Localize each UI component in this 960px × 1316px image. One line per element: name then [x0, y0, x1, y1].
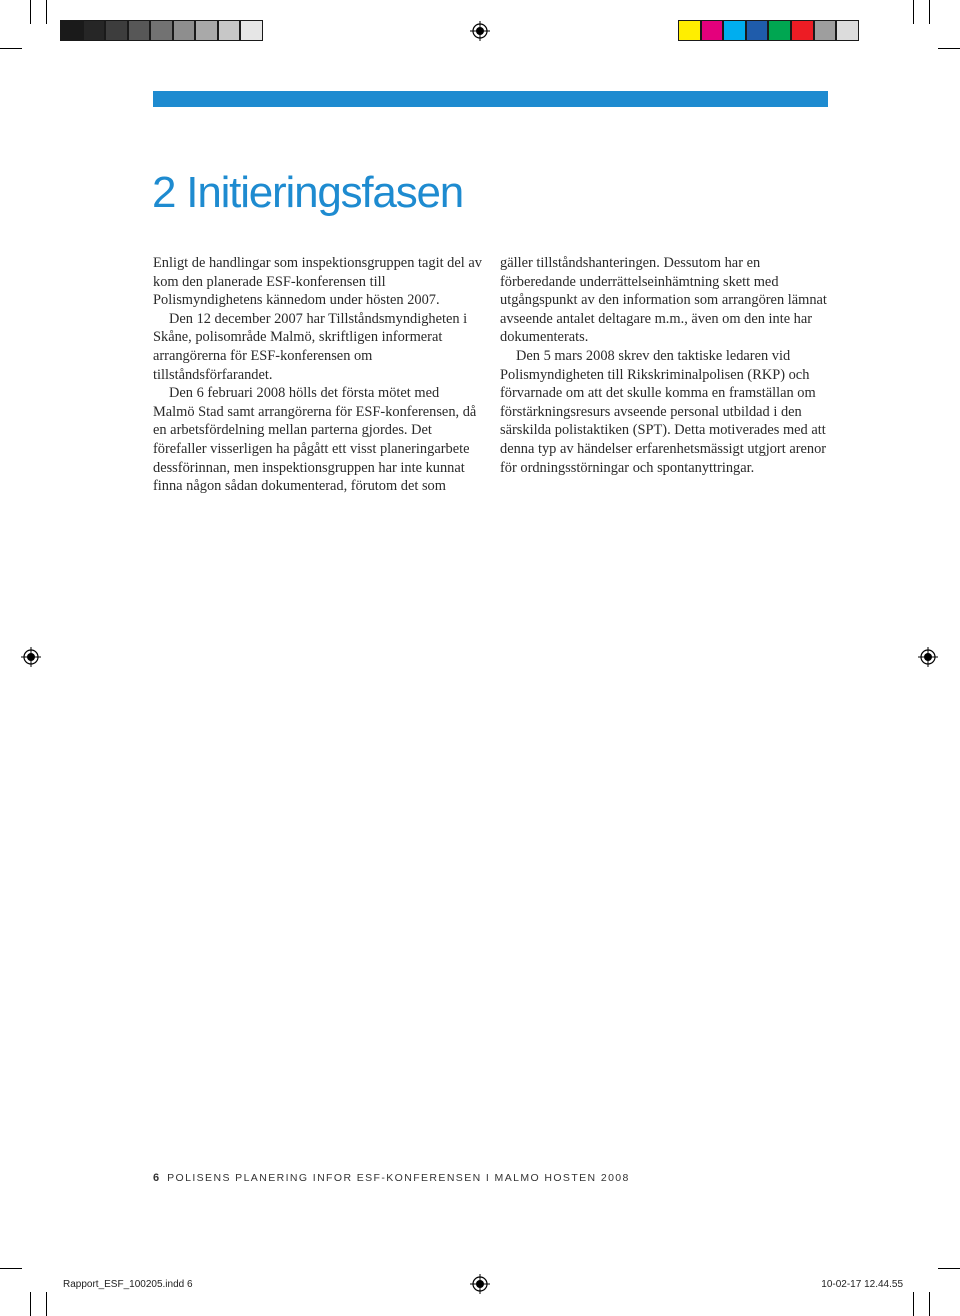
crop-mark [46, 0, 47, 24]
paragraph: Den 12 december 2007 har Tillståndsmyndigheten i Skåne, polisområde Malmö, skriftligen informerat arrangörerna för ESF-konferensen om tillståndsförfarandet. [153, 310, 468, 383]
color-swatch [60, 20, 83, 41]
page-footer [153, 1172, 630, 1184]
color-swatch [723, 20, 746, 41]
color-swatch [128, 20, 151, 41]
crop-mark [929, 1292, 930, 1316]
color-swatch [218, 20, 241, 41]
crop-mark [929, 0, 930, 24]
color-swatch [746, 20, 769, 41]
crop-mark [30, 1292, 31, 1316]
slug-timestamp: 10-02-17 12.44.55 [821, 1279, 903, 1290]
chapter-title: 2 Initieringsfasen [152, 168, 464, 217]
color-swatch [791, 20, 814, 41]
paragraph: gäller tillståndshanteringen. Dessutom har en förberedande underrättelseinhämtning skett med utgångspunkt av den information som arrangören lämnat avseende antalet deltagare m.m., även om den inte har dokumenterats. [500, 255, 827, 346]
crop-mark [0, 48, 22, 49]
color-swatch [678, 20, 701, 41]
crop-mark [938, 1268, 960, 1269]
crop-mark [46, 1292, 47, 1316]
color-swatch [701, 20, 724, 41]
color-swatch [105, 20, 128, 41]
registration-mark-icon [21, 647, 41, 667]
color-swatch [150, 20, 173, 41]
crop-mark [0, 1268, 22, 1269]
crop-mark [913, 1292, 914, 1316]
color-swatch [195, 20, 218, 41]
paragraph: Enligt de handlingar som inspektionsgruppen tagit del av kom den planerade ESF-konferensen till Polismyndighetens kännedom under hösten 2007. [153, 255, 482, 309]
registration-mark-icon [918, 647, 938, 667]
crop-mark [30, 0, 31, 24]
registration-mark-icon [470, 1274, 490, 1294]
right-text-column [500, 254, 830, 477]
header-accent-bar [153, 91, 828, 107]
left-text-column [153, 254, 483, 496]
running-title: POLISENS PLANERING INFOR ESF-KONFERENSEN I MALMO HOSTEN 2008 [167, 1172, 630, 1184]
color-swatch [768, 20, 791, 41]
color-swatch [83, 20, 106, 41]
color-swatch [814, 20, 837, 41]
color-swatch [836, 20, 859, 41]
page-number: 6 [153, 1172, 160, 1184]
crop-mark [938, 48, 960, 49]
paragraph: Den 6 februari 2008 hölls det första mötet med Malmö Stad samt arrangörerna för ESF-konferensen, då en arbetsfördelning mellan parterna gjordes. Det förefaller visserligen ha pågått ett visst planeringarbete dessförinnan, men inspektionsgruppen har inte kunnat finna någon sådan dokumenterad, förutom det som [153, 385, 477, 495]
registration-mark-icon [470, 21, 490, 41]
slug-filename: Rapport_ESF_100205.indd 6 [63, 1279, 193, 1290]
crop-mark [913, 0, 914, 24]
color-swatch [173, 20, 196, 41]
paragraph: Den 5 mars 2008 skrev den taktiske ledaren vid Polismyndigheten till Rikskriminalpolisen (RKP) och förvarnade om att det skulle komma en framställan om förstärkningsresurs avseende personal utbildad i den särskilda polistaktiken (SPT). Detta motiverades med att denna typ av händelser erfarenhetsmässigt utgjort arenor för ordningsstörningar och spontanyttringar. [500, 347, 827, 476]
color-swatch [240, 20, 263, 41]
